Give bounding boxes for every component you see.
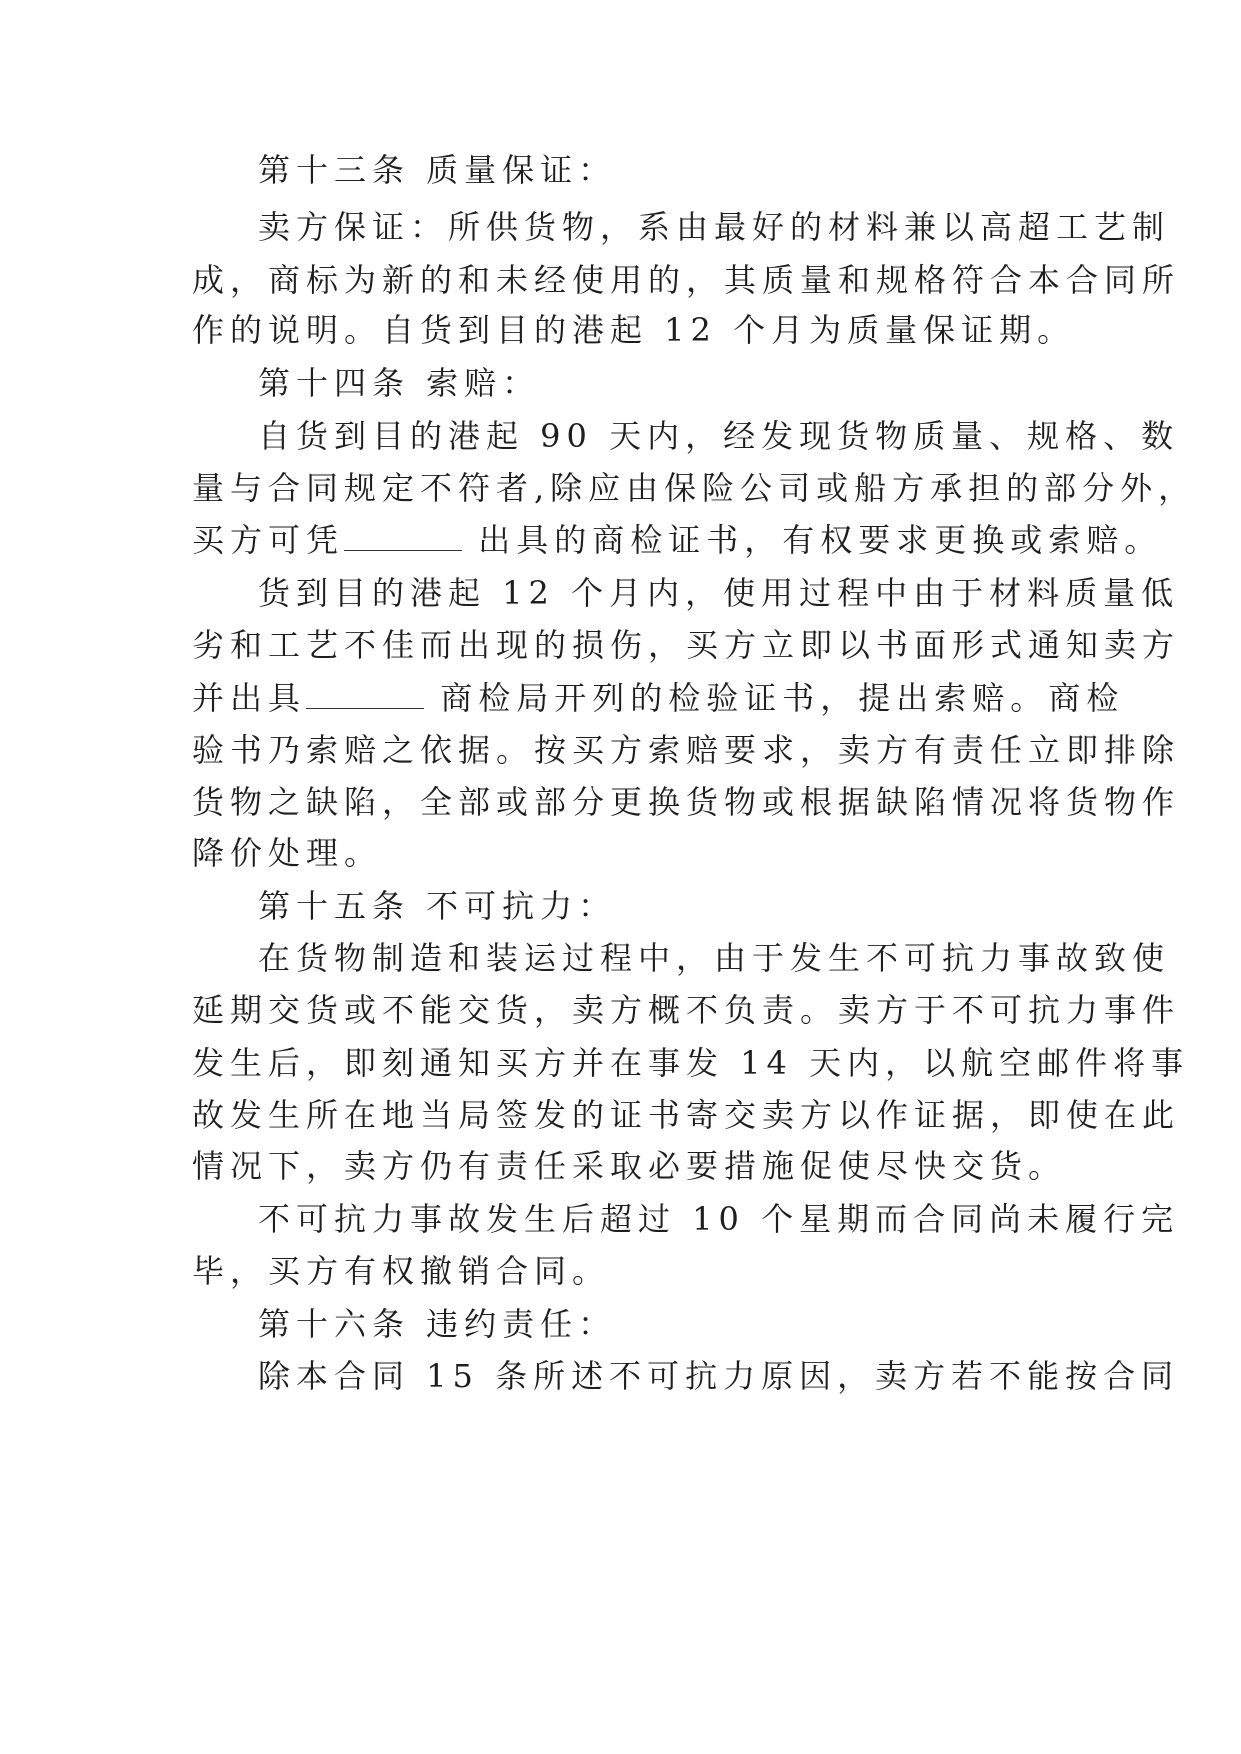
- paragraph-line: 作的说明。自货到目的港起 12 个月为质量保证期。: [192, 311, 1076, 349]
- paragraph-line: 货物之缺陷，全部或部分更换货物或根据缺陷情况将货物作: [192, 783, 1181, 821]
- paragraph-line: 故发生所在地当局签发的证书寄交卖方以作证据，即使在此: [192, 1096, 1181, 1134]
- paragraph-line: 在货物制造和装运过程中，由于发生不可抗力事故致使: [258, 939, 1171, 977]
- clause-14-heading: 第十四条 索赔：: [258, 364, 541, 402]
- paragraph-line: 毕，买方有权撤销合同。: [192, 1252, 611, 1290]
- paragraph-line: 不可抗力事故发生后超过 10 个星期而合同尚未履行完: [258, 1200, 1180, 1238]
- clause-15-heading: 第十五条 不可抗力：: [258, 887, 617, 925]
- paragraph-line: 货到目的港起 12 个月内，使用过程中由于材料质量低: [258, 574, 1180, 612]
- paragraph-line: 自货到目的港起 90 天内，经发现货物质量、规格、数: [258, 417, 1180, 455]
- paragraph-line: 降价处理。: [192, 834, 383, 872]
- paragraph-line: 延期交货或不能交货，卖方概不负责。卖方于不可抗力事件: [192, 991, 1181, 1029]
- paragraph-line: [192, 678, 1125, 718]
- paragraph-line: 劣和工艺不佳而出现的损伤，买方立即以书面形式通知卖方: [192, 626, 1181, 664]
- paragraph-line: 量与合同规定不符者,除应由保险公司或船方承担的部分外，: [192, 469, 1197, 507]
- fill-blank[interactable]: [306, 682, 424, 709]
- paragraph-line: 发生后，即刻通知买方并在事发 14 天内，以航空邮件将事: [192, 1044, 1190, 1082]
- fill-blank[interactable]: [344, 524, 462, 551]
- line-text: 买方可凭: [192, 521, 345, 559]
- clause-16-heading: 第十六条 违约责任：: [258, 1305, 617, 1343]
- paragraph-line: 成，商标为新的和未经使用的，其质量和规格符合本合同所: [192, 261, 1181, 299]
- line-text: 出具的商检证书，有权要求更换或索赔。: [478, 521, 1163, 559]
- paragraph-line: 情况下，卖方仍有责任采取必要措施促使尽快交货。: [192, 1147, 1067, 1185]
- paragraph-line: 卖方保证：所供货物，系由最好的材料兼以高超工艺制: [258, 208, 1171, 246]
- line-text: 商检局开列的检验证书，提出索赔。商检: [440, 679, 1125, 717]
- clause-13-heading: 第十三条 质量保证：: [258, 151, 617, 189]
- paragraph-line: 验书乃索赔之依据。按买方索赔要求，卖方有责任立即排除: [192, 731, 1181, 769]
- paragraph-line: [192, 520, 1163, 560]
- paragraph-line: 除本合同 15 条所述不可抗力原因，卖方若不能按合同: [258, 1357, 1180, 1395]
- line-text: 并出具: [192, 679, 307, 717]
